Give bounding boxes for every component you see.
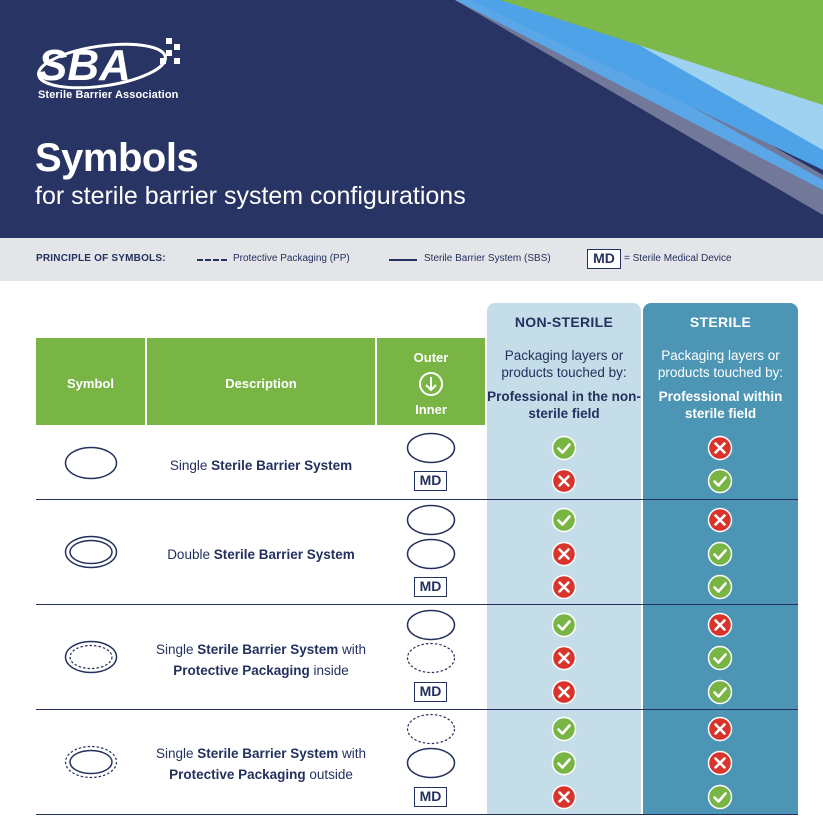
cross-icon	[707, 612, 733, 638]
single-sbs-symbol-icon	[64, 446, 118, 480]
check-icon	[707, 645, 733, 671]
md-box-icon: MD	[587, 249, 621, 269]
row-2-description: Double Sterile Barrier System	[167, 547, 355, 562]
sbs-layer-icon	[406, 747, 456, 779]
header-sterile-desc	[643, 338, 798, 425]
cross-icon	[707, 507, 733, 533]
check-icon	[551, 612, 577, 638]
logo-subtitle: Sterile Barrier Association	[38, 89, 179, 101]
svg-text:SBA: SBA	[38, 41, 131, 90]
check-icon	[707, 541, 733, 567]
sbs-layer-icon	[406, 609, 456, 641]
header-symbol-label: Symbol	[67, 376, 114, 391]
md-box-icon: MD	[414, 577, 447, 597]
row-divider	[36, 814, 798, 815]
non-sterile-header: NON-STERILE	[487, 303, 641, 338]
cross-icon	[707, 716, 733, 742]
header-non-sterile-desc	[487, 338, 641, 425]
cross-icon	[707, 750, 733, 776]
double-sbs-symbol-icon	[64, 535, 118, 569]
md-legend: = Sterile Medical Device	[624, 253, 732, 264]
cross-icon	[551, 574, 577, 600]
header-inner-label: Inner	[415, 402, 447, 417]
header-symbol	[36, 338, 145, 425]
check-icon	[707, 574, 733, 600]
header-outer-label: Outer	[413, 350, 449, 365]
arrow-down-circle-icon	[418, 371, 444, 397]
header-banner	[0, 0, 823, 238]
sbs-layer-icon	[406, 432, 456, 464]
check-icon	[551, 750, 577, 776]
md-box-icon: MD	[414, 471, 447, 491]
row-1-description: Single Sterile Barrier System	[169, 458, 353, 473]
ns-note: Packaging layers or products touched by:	[501, 348, 627, 380]
check-icon	[707, 784, 733, 810]
cross-icon	[551, 784, 577, 810]
header-outer-inner	[377, 338, 485, 425]
check-icon	[551, 507, 577, 533]
md-box-icon: MD	[414, 682, 447, 702]
check-icon	[551, 435, 577, 461]
page-subtitle: for sterile barrier system configurations	[35, 182, 466, 210]
sbs-pp-inside-symbol-icon	[64, 640, 118, 674]
md-box-icon: MD	[414, 787, 447, 807]
sbs-pp-outside-symbol-icon	[64, 745, 118, 779]
solid-line-icon	[389, 259, 417, 261]
cross-icon	[551, 541, 577, 567]
sbs-layer-icon	[406, 538, 456, 570]
check-icon	[707, 679, 733, 705]
sbs-layer-icon	[406, 504, 456, 536]
principle-label: PRINCIPLE OF SYMBOLS:	[36, 253, 166, 264]
pp-layer-icon	[406, 642, 456, 674]
row-divider	[36, 709, 798, 710]
dashed-line-icon	[197, 259, 227, 261]
sterile-header: STERILE	[643, 303, 798, 338]
cross-icon	[551, 468, 577, 494]
sbs-legend: Sterile Barrier System (SBS)	[424, 253, 551, 264]
s-professional: Professional within sterile field	[658, 389, 783, 421]
check-icon	[707, 468, 733, 494]
principle-bar	[0, 238, 823, 281]
s-note: Packaging layers or products touched by:	[657, 348, 784, 380]
page-title: Symbols	[35, 136, 199, 180]
cross-icon	[551, 679, 577, 705]
cross-icon	[551, 645, 577, 671]
pp-legend: Protective Packaging (PP)	[233, 253, 350, 264]
pp-layer-icon	[406, 713, 456, 745]
row-divider	[36, 604, 798, 605]
check-icon	[551, 716, 577, 742]
ns-professional: Professional in the non-sterile field	[487, 389, 641, 421]
header-description	[147, 338, 375, 425]
header-description-label: Description	[225, 376, 297, 391]
cross-icon	[707, 435, 733, 461]
row-divider	[36, 499, 798, 500]
row-3-description: Single Sterile Barrier System with Protective Packaging inside	[155, 642, 367, 678]
row-4-description: Single Sterile Barrier System with Protective Packaging outside	[155, 746, 367, 782]
